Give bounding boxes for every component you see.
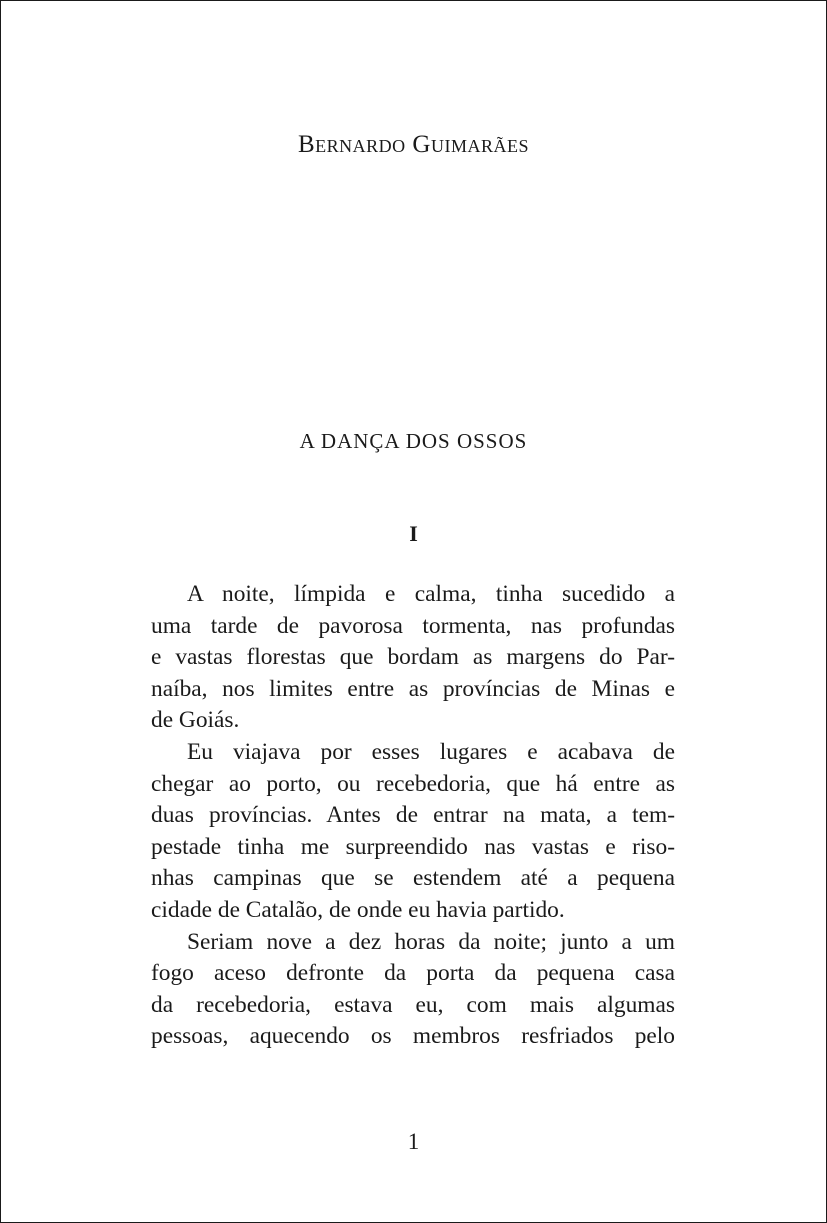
text-line: e vastas florestas que bordam as margens do Par-	[151, 644, 675, 671]
text-line: nhas campinas que se estendem até a pequena	[151, 865, 675, 892]
text-line: uma tarde de pavorosa tormenta, nas profundas	[151, 612, 675, 639]
author-name: Bernardo Guimarães	[298, 131, 529, 158]
page-number: 1	[407, 1129, 420, 1154]
text-line: pestade tinha me surpreendido nas vastas e riso-	[151, 833, 675, 860]
text-line: A noite, límpida e calma, tinha sucedido a	[187, 581, 675, 607]
text-line: cidade de Catalão, de onde eu havia partido.	[151, 896, 565, 923]
text-line: de Goiás.	[151, 707, 240, 734]
chapter-number: I	[409, 521, 418, 546]
text-line: Seriam nove a dez horas da noite; junto a um	[187, 928, 675, 955]
text-line: fogo aceso defronte da porta da pequena casa	[151, 960, 675, 987]
text-line: naíba, nos limites entre as províncias de Minas e	[151, 675, 675, 702]
text-line: da recebedoria, estava eu, com mais algumas	[151, 991, 675, 1018]
story-title: A DANÇA DOS OSSOS	[299, 429, 528, 453]
body-text	[151, 579, 675, 1053]
text-line: chegar ao porto, ou recebedoria, que há entre as	[151, 770, 675, 797]
text-line: Eu viajava por esses lugares e acabava de	[187, 738, 675, 765]
text-line: pessoas, aquecendo os membros resfriados pelo	[151, 1023, 675, 1050]
text-line: duas províncias. Antes de entrar na mata, a tem-	[151, 802, 675, 829]
